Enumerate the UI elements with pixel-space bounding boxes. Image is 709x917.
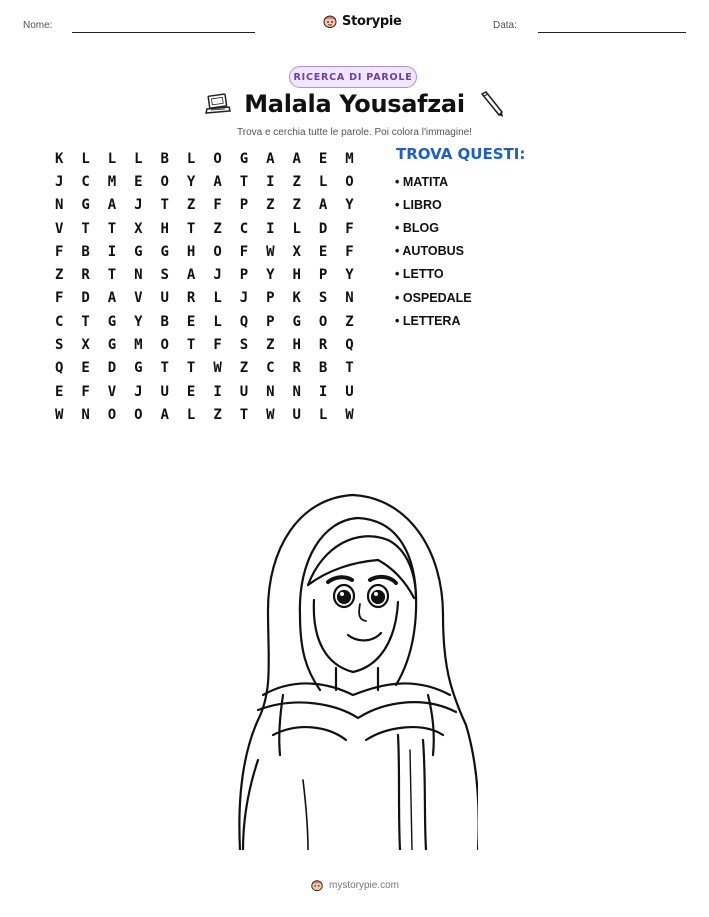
grid-cell[interactable]: G [107, 337, 117, 354]
grid-cell[interactable]: I [213, 383, 222, 400]
grid-cell[interactable]: Q [54, 360, 64, 377]
footer [0, 878, 709, 892]
grid-cell[interactable]: N [292, 383, 301, 400]
word-list [395, 170, 472, 332]
grid-cell[interactable]: F [213, 197, 222, 214]
grid-cell[interactable]: O [213, 150, 222, 167]
grid-cell[interactable]: Y [345, 197, 354, 214]
grid-cell[interactable]: R [292, 360, 301, 377]
grid-cell[interactable]: C [239, 220, 249, 237]
grid-cell[interactable]: G [239, 150, 249, 167]
grid-cell[interactable]: I [266, 220, 275, 237]
grid-cell[interactable]: H [160, 220, 169, 237]
grid-cell[interactable]: N [81, 406, 90, 423]
laptop-icon [204, 92, 232, 116]
grid-cell[interactable]: T [186, 337, 196, 354]
grid-cell[interactable]: Y [186, 173, 196, 190]
grid-cell[interactable]: P [239, 197, 249, 214]
grid-cell[interactable]: Z [266, 197, 275, 214]
grid-cell[interactable]: I [318, 383, 328, 400]
grid-cell[interactable]: O [345, 173, 354, 190]
grid-cell[interactable]: D [81, 290, 90, 307]
grid-cell[interactable]: A [266, 150, 275, 167]
grid-cell[interactable]: T [186, 360, 196, 377]
grid-cell[interactable]: O [318, 313, 328, 330]
malala-coloring-illustration [228, 490, 478, 850]
grid-cell[interactable]: E [318, 150, 328, 167]
grid-cell[interactable]: L [81, 150, 90, 167]
grid-cell[interactable]: F [239, 243, 249, 260]
grid-cell[interactable]: T [81, 313, 90, 330]
grid-cell[interactable]: W [213, 360, 222, 377]
grid-cell[interactable]: S [54, 337, 64, 354]
grid-cell[interactable]: T [107, 267, 117, 284]
grid-cell[interactable]: G [107, 313, 117, 330]
grid-cell[interactable]: B [160, 313, 169, 330]
grid-cell[interactable]: K [54, 150, 64, 167]
grid-cell[interactable]: D [107, 360, 117, 377]
grid-cell[interactable]: T [186, 220, 196, 237]
grid-cell[interactable]: U [292, 406, 301, 423]
grid-cell[interactable]: V [107, 383, 117, 400]
grid-cell[interactable]: Z [266, 337, 275, 354]
grid-cell[interactable]: E [134, 173, 143, 190]
grid-cell[interactable]: V [134, 290, 143, 307]
grid-cell[interactable]: G [134, 360, 143, 377]
pencil-icon [477, 90, 505, 118]
title-row [0, 90, 709, 118]
grid-cell[interactable]: T [81, 220, 90, 237]
grid-cell[interactable]: M [134, 337, 143, 354]
grid-cell[interactable]: A [107, 290, 117, 307]
grid-cell[interactable]: M [107, 173, 117, 190]
grid-cell[interactable]: L [186, 406, 196, 423]
word-list-item: • LETTO [395, 267, 444, 282]
grid-cell[interactable]: E [54, 383, 64, 400]
grid-cell[interactable]: V [54, 220, 64, 237]
grid-cell[interactable]: S [318, 290, 328, 307]
grid-cell[interactable]: S [160, 267, 169, 284]
grid-cell[interactable]: Z [292, 197, 301, 214]
grid-cell[interactable]: N [54, 197, 64, 214]
grid-cell[interactable]: S [239, 337, 249, 354]
grid-cell[interactable]: A [107, 197, 117, 214]
grid-cell[interactable]: T [160, 360, 169, 377]
grid-cell[interactable]: H [292, 267, 301, 284]
grid-cell[interactable]: Z [186, 197, 196, 214]
grid-cell[interactable]: N [266, 383, 275, 400]
grid-cell[interactable]: E [186, 313, 196, 330]
grid-cell[interactable]: N [345, 290, 354, 307]
grid-cell[interactable]: O [107, 406, 117, 423]
grid-cell[interactable]: T [239, 173, 249, 190]
grid-cell[interactable]: R [81, 267, 90, 284]
grid-cell[interactable]: P [239, 267, 249, 284]
grid-cell[interactable]: J [54, 173, 64, 190]
footer-url[interactable]: mystorypie.com [328, 879, 399, 891]
grid-cell[interactable]: X [81, 337, 90, 354]
grid-cell[interactable]: O [160, 337, 169, 354]
grid-cell[interactable]: L [213, 290, 222, 307]
grid-cell[interactable]: Z [239, 360, 249, 377]
grid-cell[interactable]: L [318, 406, 328, 423]
word-list-item: • LIBRO [395, 197, 442, 212]
grid-cell[interactable]: J [134, 197, 143, 214]
grid-cell[interactable]: F [213, 337, 222, 354]
grid-cell[interactable]: W [266, 243, 275, 260]
grid-cell[interactable]: K [292, 290, 301, 307]
grid-cell[interactable]: U [239, 383, 249, 400]
grid-cell[interactable]: C [54, 313, 64, 330]
grid-cell[interactable]: T [345, 360, 354, 377]
grid-cell[interactable]: Q [239, 313, 249, 330]
grid-cell[interactable]: E [81, 360, 90, 377]
grid-cell[interactable]: B [81, 243, 90, 260]
storypie-logo-icon [322, 13, 338, 29]
grid-cell[interactable]: G [134, 243, 143, 260]
word-list-title: TROVA QUESTI: [396, 145, 526, 163]
grid-cell[interactable]: I [266, 173, 275, 190]
grid-cell[interactable]: E [318, 243, 328, 260]
brand [322, 13, 402, 29]
grid-cell[interactable]: L [292, 220, 301, 237]
grid-cell[interactable]: Y [345, 267, 354, 284]
grid-cell[interactable]: U [160, 383, 169, 400]
grid-cell[interactable]: O [213, 243, 222, 260]
grid-cell[interactable]: R [318, 337, 328, 354]
grid-cell[interactable]: H [292, 337, 301, 354]
grid-cell[interactable]: R [186, 290, 196, 307]
grid-cell[interactable]: C [81, 173, 90, 190]
grid-cell[interactable]: W [345, 406, 354, 423]
word-search-grid[interactable] [46, 147, 363, 427]
grid-cell[interactable]: H [186, 243, 196, 260]
word-list-item: • OSPEDALE [395, 290, 472, 305]
name-label: Nome: [23, 20, 53, 31]
word-list-item: • BLOG [395, 220, 439, 235]
grid-cell[interactable]: F [81, 383, 90, 400]
activity-badge: RICERCA DI PAROLE [289, 66, 417, 88]
grid-cell[interactable]: X [134, 220, 143, 237]
brand-name: Storypie [342, 13, 402, 29]
grid-cell[interactable]: O [160, 173, 169, 190]
grid-cell[interactable]: X [292, 243, 301, 260]
storypie-logo-icon [310, 878, 324, 892]
grid-cell[interactable]: L [107, 150, 117, 167]
grid-cell[interactable]: Q [345, 337, 354, 354]
grid-cell[interactable]: A [292, 150, 301, 167]
grid-cell[interactable]: Z [292, 173, 301, 190]
grid-cell[interactable]: J [134, 383, 143, 400]
grid-cell[interactable]: L [213, 313, 222, 330]
page-title: Malala Yousafzai [244, 90, 465, 118]
grid-cell[interactable]: M [345, 150, 354, 167]
grid-cell[interactable]: L [134, 150, 143, 167]
grid-cell[interactable]: T [160, 197, 169, 214]
grid-cell[interactable]: B [160, 150, 169, 167]
grid-cell[interactable]: W [54, 406, 64, 423]
grid-cell[interactable]: Z [213, 406, 222, 423]
date-line[interactable] [538, 32, 686, 33]
grid-cell[interactable]: F [54, 290, 64, 307]
grid-cell[interactable]: N [134, 267, 143, 284]
grid-cell[interactable]: G [81, 197, 90, 214]
grid-cell[interactable]: P [318, 267, 328, 284]
grid-cell[interactable]: U [160, 290, 169, 307]
word-list-item: • AUTOBUS [395, 244, 464, 259]
grid-cell[interactable]: W [266, 406, 275, 423]
grid-cell[interactable]: O [134, 406, 143, 423]
grid-cell[interactable]: I [107, 243, 117, 260]
grid-cell[interactable]: L [186, 150, 196, 167]
grid-cell[interactable]: Y [134, 313, 143, 330]
instructions: Trova e cerchia tutte le parole. Poi colora l'immagine! [237, 127, 472, 138]
grid-cell[interactable]: C [266, 360, 275, 377]
grid-cell[interactable]: U [345, 383, 354, 400]
grid-cell[interactable]: D [318, 220, 328, 237]
word-list-item: • LETTERA [395, 313, 461, 328]
grid-cell[interactable]: F [54, 243, 64, 260]
grid-cell[interactable]: G [292, 313, 301, 330]
grid-cell[interactable]: T [239, 406, 249, 423]
grid-cell[interactable]: P [266, 313, 275, 330]
grid-cell[interactable]: B [318, 360, 328, 377]
grid-cell[interactable]: A [186, 267, 196, 284]
grid-cell[interactable]: L [318, 173, 328, 190]
grid-cell[interactable]: T [107, 220, 117, 237]
grid-cell[interactable]: Z [213, 220, 222, 237]
grid-cell[interactable]: F [345, 243, 354, 260]
grid-cell[interactable]: J [239, 290, 249, 307]
grid-cell[interactable]: A [318, 197, 328, 214]
grid-cell[interactable]: J [213, 267, 222, 284]
grid-cell[interactable]: Z [54, 267, 64, 284]
name-line[interactable] [72, 32, 255, 33]
grid-cell[interactable]: P [266, 290, 275, 307]
grid-cell[interactable]: F [345, 220, 354, 237]
grid-cell[interactable]: Y [266, 267, 275, 284]
grid-cell[interactable]: E [186, 383, 196, 400]
word-list-item: • MATITA [395, 174, 449, 189]
grid-cell[interactable]: A [160, 406, 169, 423]
date-label: Data: [493, 20, 517, 31]
grid-cell[interactable]: A [213, 173, 222, 190]
grid-cell[interactable]: Z [345, 313, 354, 330]
grid-cell[interactable]: G [160, 243, 169, 260]
